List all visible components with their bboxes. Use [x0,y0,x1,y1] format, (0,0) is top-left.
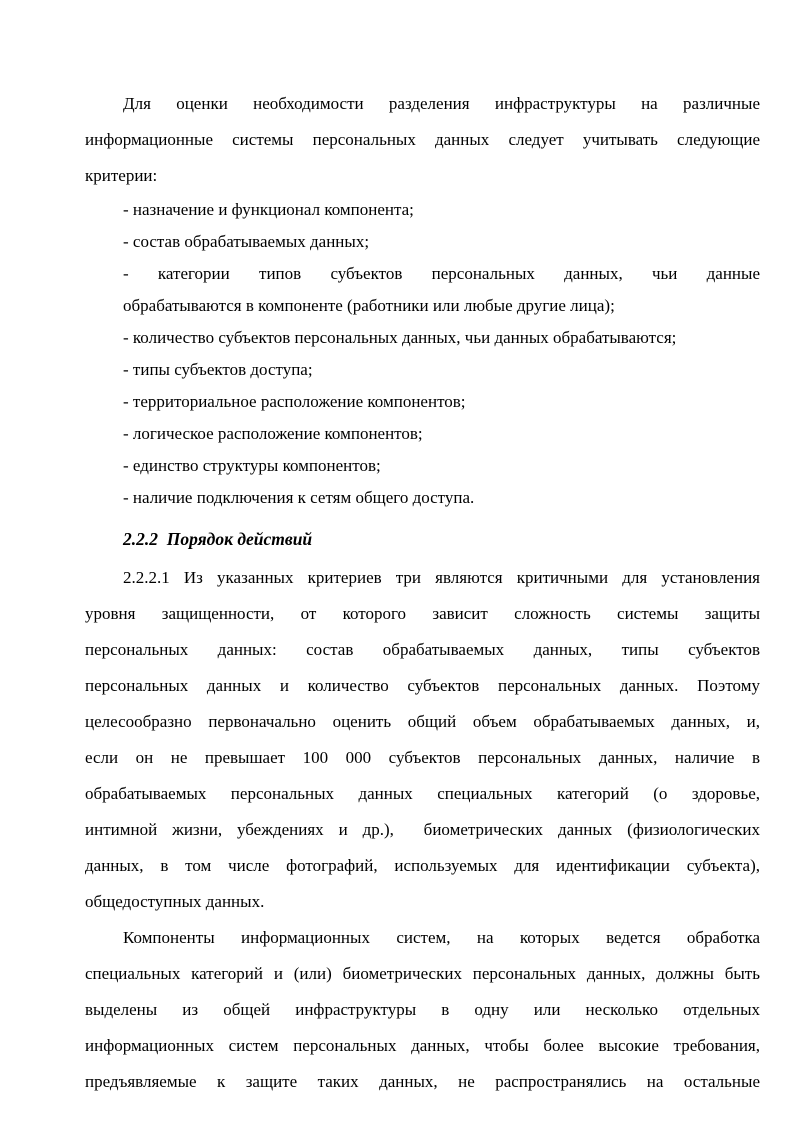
text-line: предъявляемые к защите таких данных, не распространялись на остальные [85,1072,760,1091]
components-paragraph [85,920,760,1100]
text-line: Для оценки необходимости разделения инфраструктуры на различные [123,94,760,113]
text-line: обрабатываются в компоненте (работники или любые другие лица); [123,296,615,315]
text-line: данных, в том числе фотографий, используемых для идентификации субъекта), [85,856,760,875]
text-line: - типы субъектов доступа; [123,360,313,379]
text-line: - территориальное расположение компонентов; [123,392,466,411]
criteria-item-structure-unity [123,450,760,482]
text-line: общедоступных данных. [85,892,265,911]
text-line: персональных данных и количество субъектов персональных данных. Поэтому [85,676,760,695]
text-line: интимной жизни, убеждениях и др.), биометрических данных (физиологических [85,820,760,839]
text-line: критерии: [85,166,158,185]
text-line: целесообразно первоначально оценить общий объем обрабатываемых данных, и, [85,712,760,731]
intro-paragraph [85,86,760,194]
text-line: информационных систем персональных данных, чтобы более высокие требования, [85,1036,760,1055]
text-line: специальных категорий и (или) биометрических персональных данных, должны быть [85,964,760,983]
text-line: - состав обрабатываемых данных; [123,232,370,251]
text-line: обрабатываемых персональных данных специальных категорий (о здоровье, [85,784,760,803]
criteria-item-logical-location [123,418,760,450]
section-heading-procedure: 2.2.2 Порядок действий [123,529,313,549]
text-line: - назначение и функционал компонента; [123,200,414,219]
text-line: 2.2.2.1 Из указанных критериев три являются критичными для установления [123,568,760,587]
text-line: - единство структуры компонентов; [123,456,381,475]
text-line: - логическое расположение компонентов; [123,424,423,443]
text-line: информационные системы персональных данных следует учитывать следующие [85,130,760,149]
text-line: - категории типов субъектов персональных данных, чьи данные [123,264,760,283]
text-line: персональных данных: состав обрабатываемых данных, типы субъектов [85,640,760,659]
text-line: выделены из общей инфраструктуры в одну или несколько отдельных [85,1000,760,1019]
text-line: если он не превышает 100 000 субъектов персональных данных, наличие в [85,748,760,767]
criteria-item-subject-categories [123,258,760,322]
text-line: - наличие подключения к сетям общего доступа. [123,488,475,507]
criteria-item-territorial-location [123,386,760,418]
criteria-item-access-subject-types [123,354,760,386]
procedure-paragraph [85,560,760,920]
text-line: Компоненты информационных систем, на которых ведется обработка [123,928,760,947]
criteria-item-data-composition [123,226,760,258]
text-line: уровня защищенности, от которого зависит сложность системы защиты [85,604,760,623]
criteria-item-subject-count [123,322,760,354]
criteria-item-public-network [123,482,760,514]
text-line: - количество субъектов персональных данных, чьи данных обрабатываются; [123,328,677,347]
criteria-item-purpose [123,194,760,226]
